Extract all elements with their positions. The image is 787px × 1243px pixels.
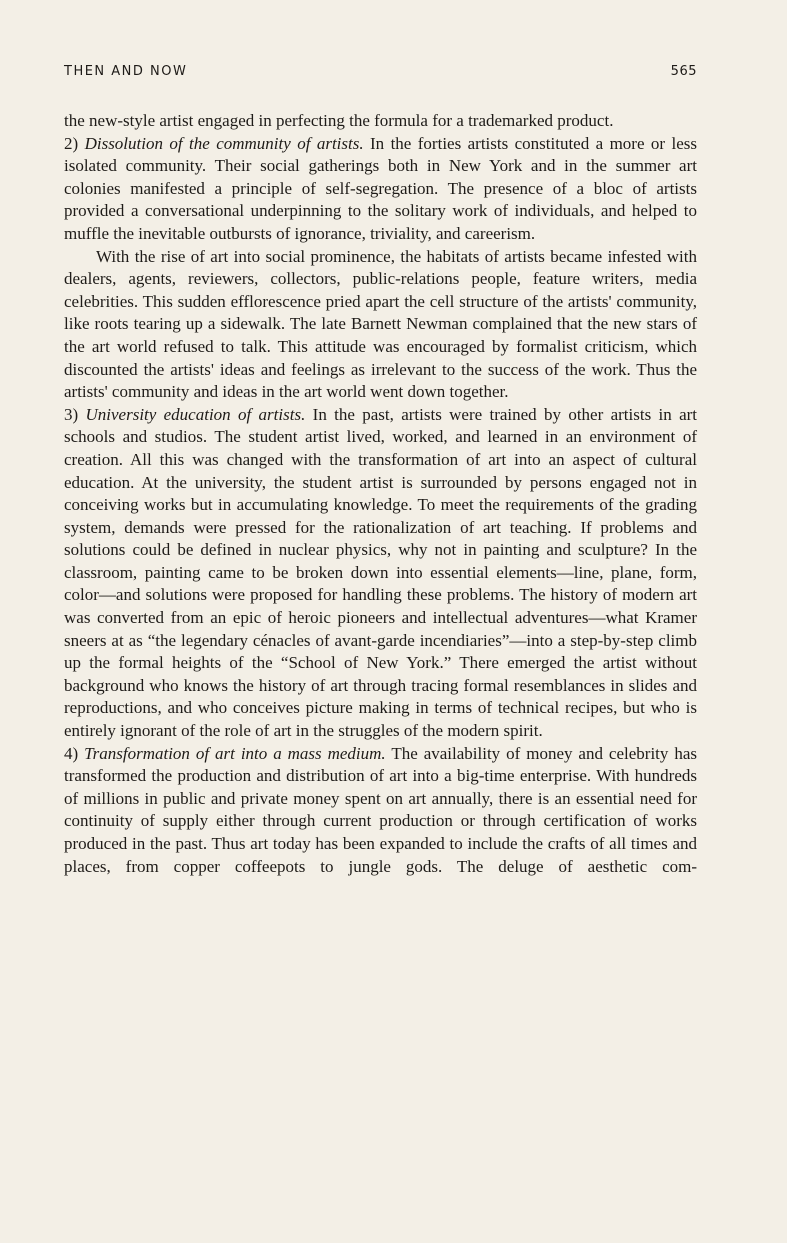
- running-head: THEN AND NOW: [64, 64, 188, 79]
- paragraph-dissolution: [64, 133, 697, 246]
- paragraph-text: In the past, artists were trained by other artists in art schools and studios. The student artist lived, worked, and learned in an environment of creation. All this was changed with the transformation of art into an aspect of cultural education. At the university, the student artist is surrounded by persons engaged not in conceiving works but in accumulating knowledge. To meet the requirements of the grading system, demands were pressed for the rationalization of art teaching. If problems and solutions could be defined in nuclear physics, why not in painting and sculpture? In the classroom, painting came to be broken down into essential elements—line, plane, form, color—and solutions were proposed for handling these problems. The history of modern art was converted from an epic of heroic pioneers and intellectual adventures—what Kramer sneers at as “the legendary cénacles of avant-garde incendiaries”—into a step-by-step climb up the formal heights of the “School of New York.” There emerged the artist without background who knows the history of art through tracing formal resemblances in slides and reproductions, and who conceives picture making in terms of technical recipes, but who is entirely ignorant of the role of art in the struggles of the modern spirit.: [64, 404, 698, 741]
- book-page: [64, 64, 697, 878]
- paragraph-social-prominence: [64, 246, 697, 404]
- paragraph-text: The availability of money and celebrity has transformed the production and distribution of art into a big-time enterprise. With hundreds of millions in public and private money spent on art annually, there is an essential need for continuity of supply either through current production or through certification of works produced in the past. Thus art today has been expanded to include the crafts of all times and places, from copper coffeepots to jungle gods. The deluge of aesthetic com-: [64, 743, 697, 876]
- paragraph-text: In the forties artists constituted a more or less isolated community. Their social gatherings both in New York and in the summer art colonies manifested a principle of self-segregation. The presence of a bloc of artists provided a conversational underpinning to the solitary work of individuals, and helped to muffle the inevitable outbursts of ignorance, triviality, and careerism.: [64, 133, 697, 243]
- paragraph-text: the new-style artist engaged in perfecting the formula for a trademarked product.: [64, 111, 614, 130]
- item-heading: Dissolution of the community of artists.: [84, 133, 364, 153]
- page-header: [64, 64, 697, 94]
- body-text: [64, 110, 697, 878]
- item-heading: Transformation of art into a mass medium.: [84, 743, 386, 763]
- paragraph-mass-medium: [64, 743, 697, 879]
- page-number: 565: [670, 64, 697, 79]
- item-number: 2): [64, 133, 85, 153]
- item-number: 4): [64, 743, 85, 763]
- item-heading: University education of artists.: [85, 404, 306, 424]
- paragraph-continuation: [64, 110, 697, 133]
- paragraph-text: With the rise of art into social prominence, the habitats of artists became infested with dealers, agents, reviewers, collectors, public-relations people, feature writers, media celebrities. This sudden efflorescence pried apart the cell structure of the artists' community, like roots tearing up a sidewalk. The late Barnett Newman complained that the new stars of the art world refused to talk. This attitude was encouraged by formalist criticism, which discounted the artists' ideas and feelings as irrelevant to the success of the work. Thus the artists' community and ideas in the art world went down together.: [64, 246, 697, 402]
- item-number: 3): [64, 404, 86, 424]
- paragraph-university-education: [64, 404, 697, 743]
